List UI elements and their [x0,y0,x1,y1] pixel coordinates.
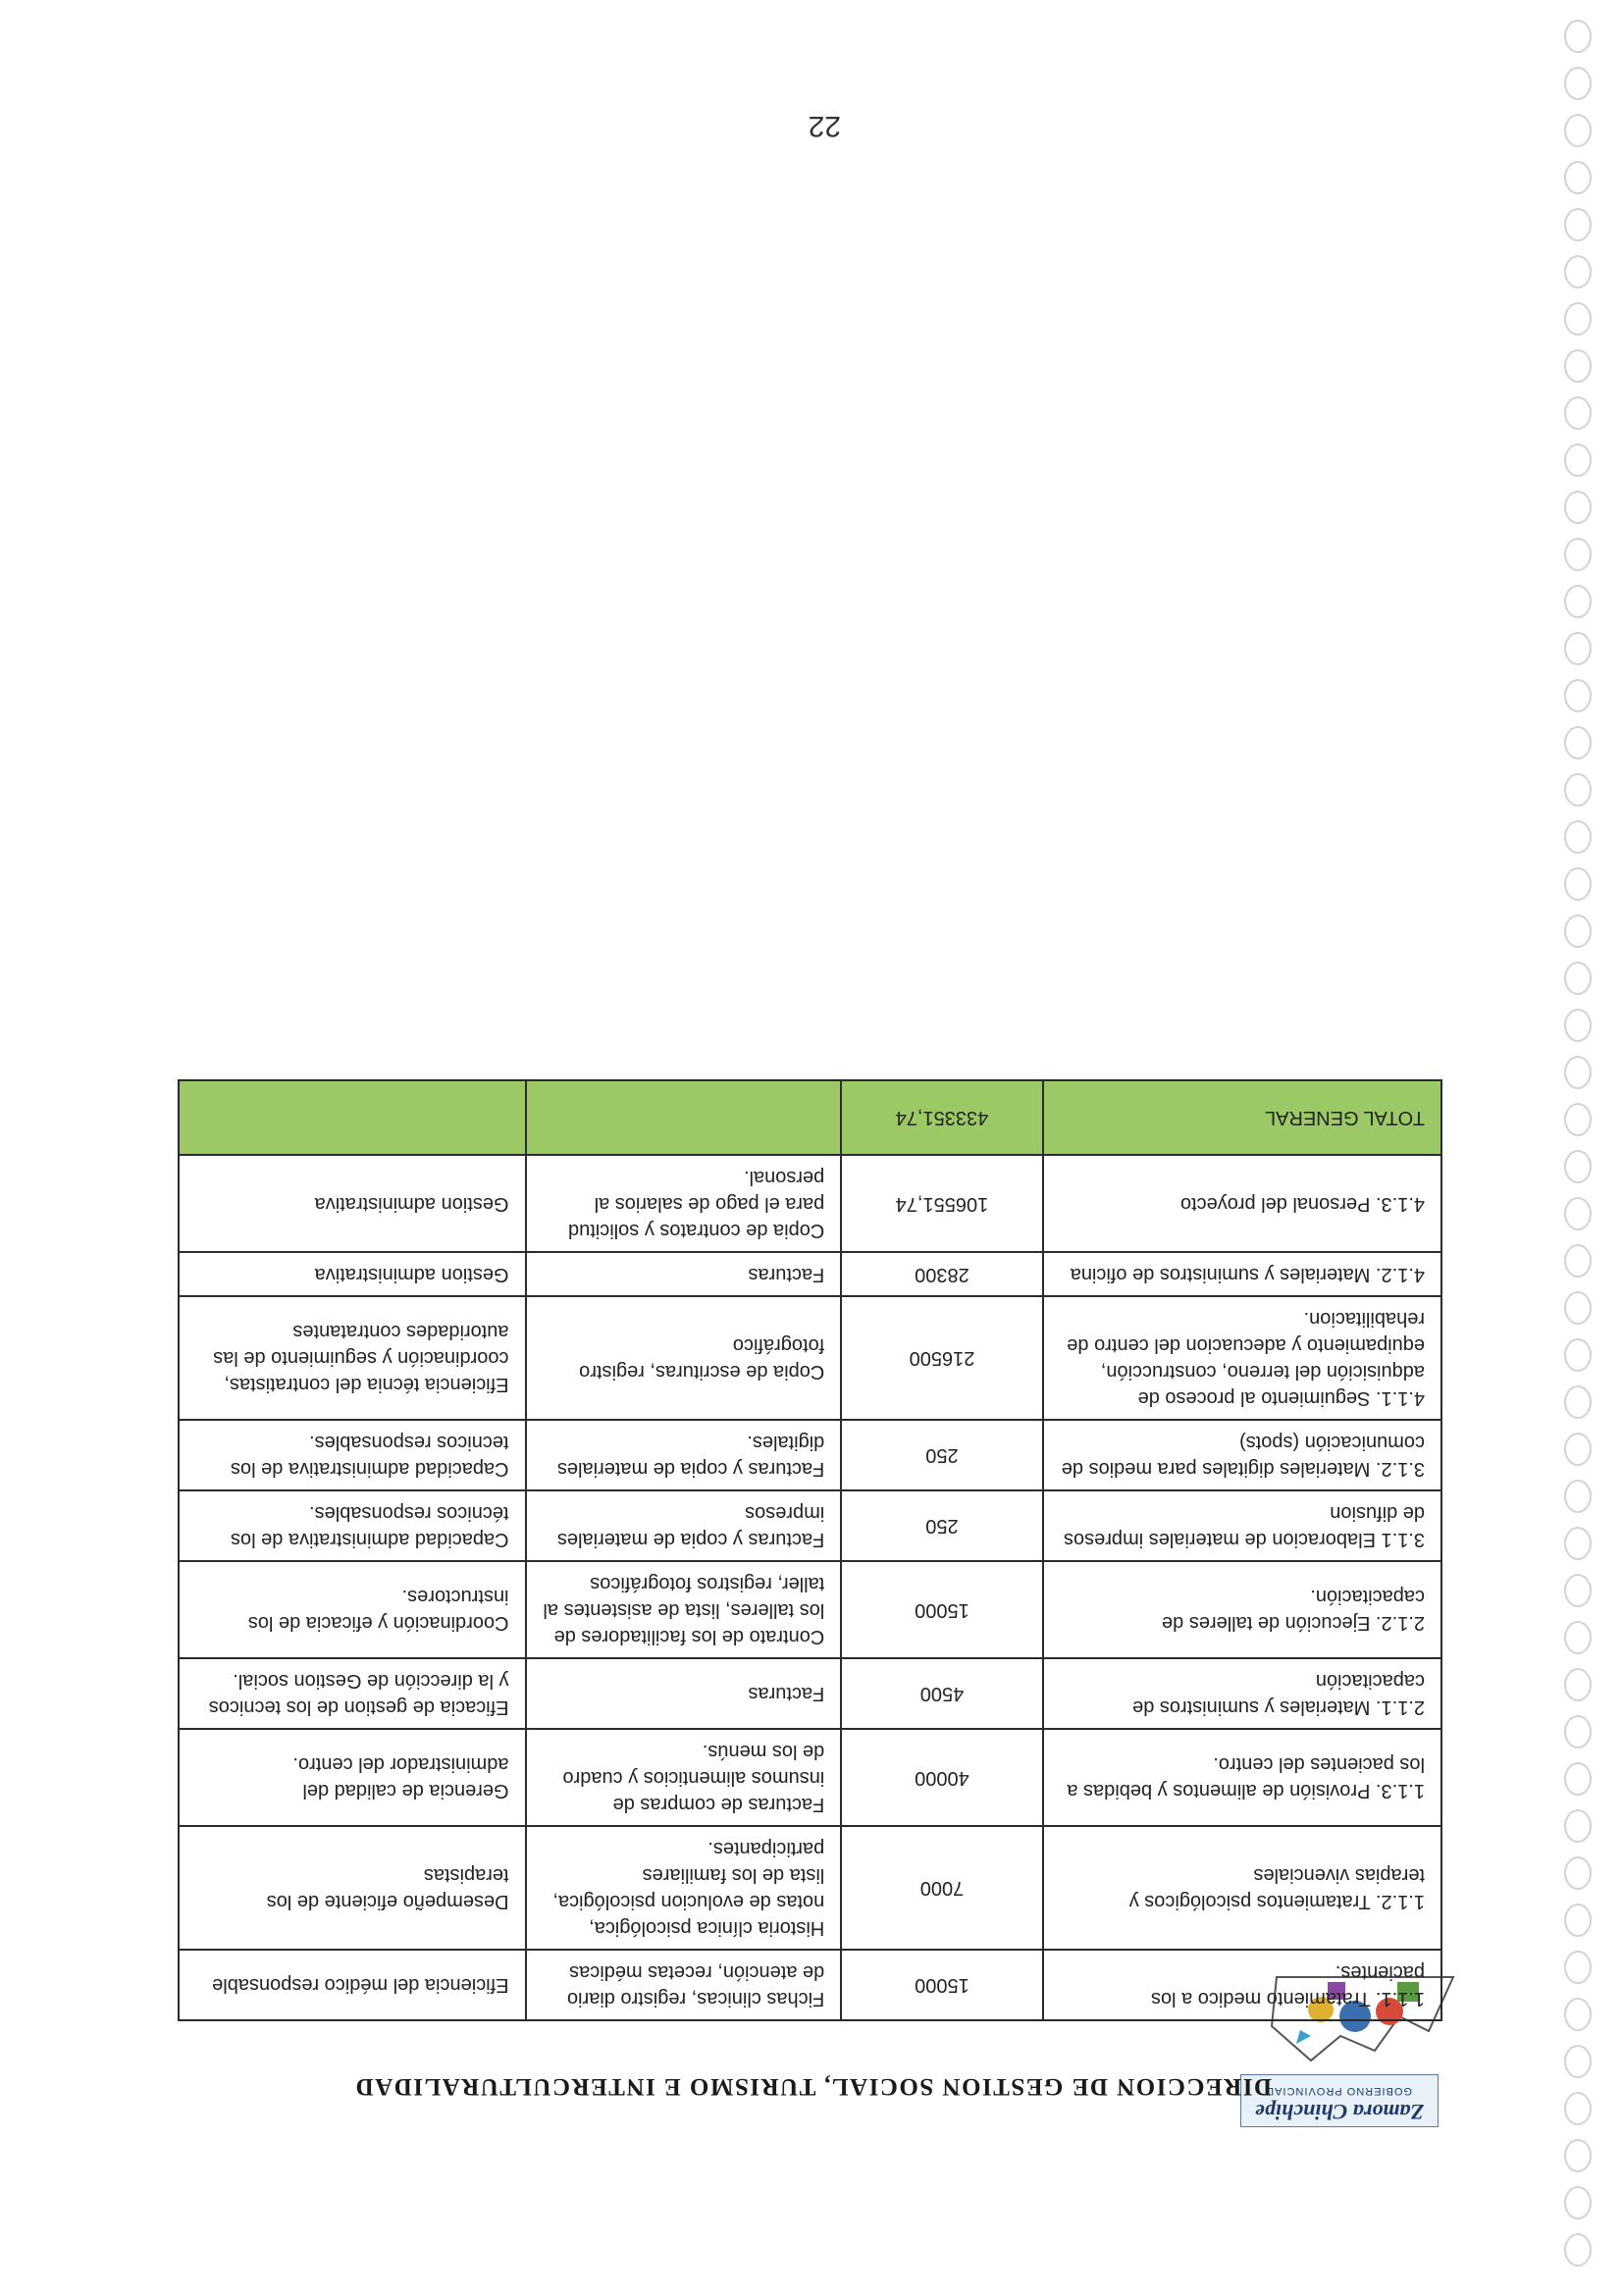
activity-cell: 3.1.1 Elaboracion de materiales impresos de difusion [1043,1490,1441,1561]
indicator-cell: Capacidad administrativa de los técnicos responsables. [179,1490,526,1561]
budget-table [178,1079,1442,2021]
table-row [179,1561,1441,1658]
activity-cell: 2.1.2. Ejecución de talleres de capacitación. [1043,1561,1441,1658]
verification-cell: Facturas [526,1658,842,1729]
activity-cell: 4.1.2. Materiales y suministros de oficina [1043,1252,1441,1296]
activity-cell: 4.1.3. Personal del proyecto [1043,1155,1441,1252]
table-row [179,1155,1441,1252]
verification-cell: Facturas de compras de insumos alimenticios y cuadro de los menús. [526,1729,842,1826]
total-row [179,1080,1441,1155]
total-empty-cell [179,1080,526,1155]
activity-cell: 2.1.1. Materiales y suministros de capacitación [1043,1658,1441,1729]
total-label: TOTAL GENERAL [1043,1080,1441,1155]
verification-cell: Facturas y copia de materiales digitales. [526,1420,842,1490]
verification-cell: Contrato de los facilitadores de los talleres, lista de asistentes al taller, registros fotográficos [526,1561,842,1658]
verification-cell: Historia clínica psicológica, notas de evolucion psicológica, lista de los familiares participantes. [526,1826,842,1950]
indicator-cell: Gerencia de calidad del administrador del centro. [179,1729,526,1826]
activity-cell: 3.1.2. Materiales digitales para medios de comunicación (spots) [1043,1420,1441,1490]
amount-cell: 216500 [841,1296,1042,1420]
table-row [179,1252,1441,1296]
amount-cell: 15000 [841,1950,1042,2020]
indicator-cell: Gestion administrativa [179,1252,526,1296]
page-number: 22 [808,110,841,142]
table-row [179,1826,1441,1950]
logo-name: Zamora Chinchipe [1255,2100,1424,2124]
table-row [179,1658,1441,1729]
table-row [179,1420,1441,1490]
amount-cell: 40000 [841,1729,1042,1826]
total-amount: 433351,74 [841,1080,1042,1155]
indicator-cell: Capacidad administrativa de los tecnicos responsables. [179,1420,526,1490]
indicator-cell: Eficiencia técnia del contratistas, coordinación y seguimiento de las autoridades contratantes [179,1296,526,1420]
verification-cell: Facturas y copia de materiales impresos [526,1490,842,1561]
amount-cell: 250 [841,1420,1042,1490]
activity-cell: 4.1.1. Seguimiento al proceso de adquisición del terreno, construcción, equipamiento y adecuacion del centro de rehabilitacion. [1043,1296,1441,1420]
verification-cell: Fichas clinicas, registro diario de atención, recetas médicas [526,1950,842,2020]
logo-subtitle: GOBIERNO PROVINCIAL [1267,2085,1412,2097]
amount-cell: 250 [841,1490,1042,1561]
verification-cell: Copia de escrituras, registro fotográfico [526,1296,842,1420]
verification-cell: Facturas [526,1252,842,1296]
indicator-cell: Coordinación y eficacia de los instructores. [179,1561,526,1658]
total-empty-cell [526,1080,842,1155]
table-row [179,1729,1441,1826]
indicator-cell: Eficacia de gestion de los tecnicos y la dirección de Gestion social. [179,1658,526,1729]
amount-cell: 4500 [841,1658,1042,1729]
activity-cell: 1.1.1. Tratamiento medico a los pacientes. [1043,1950,1441,2020]
department-title: DIRECCION DE GESTION SOCIAL, TURISMO E INTERCULTURALIDAD [354,2073,1272,2100]
amount-cell: 15000 [841,1561,1042,1658]
activity-cell: 1.1.3. Provisión de alimentos y bebidas a los pacientes del centro. [1043,1729,1441,1826]
table-row [179,1296,1441,1420]
activity-cell: 1.1.2. Tratamientos psicológicos y terapias vivenciales [1043,1826,1441,1950]
indicator-cell: Desempeño eficiente de los terapistas [179,1826,526,1950]
indicator-cell: Eficiencia del médico responsable [179,1950,526,2020]
indicator-cell: Gestion administrativa [179,1155,526,1252]
amount-cell: 106551,74 [841,1155,1042,1252]
verification-cell: Copia de contratos y solicitud para el pago de salarios al personal. [526,1155,842,1252]
table-row [179,1490,1441,1561]
amount-cell: 7000 [841,1826,1042,1950]
table-row [179,1950,1441,2020]
amount-cell: 28300 [841,1252,1042,1296]
